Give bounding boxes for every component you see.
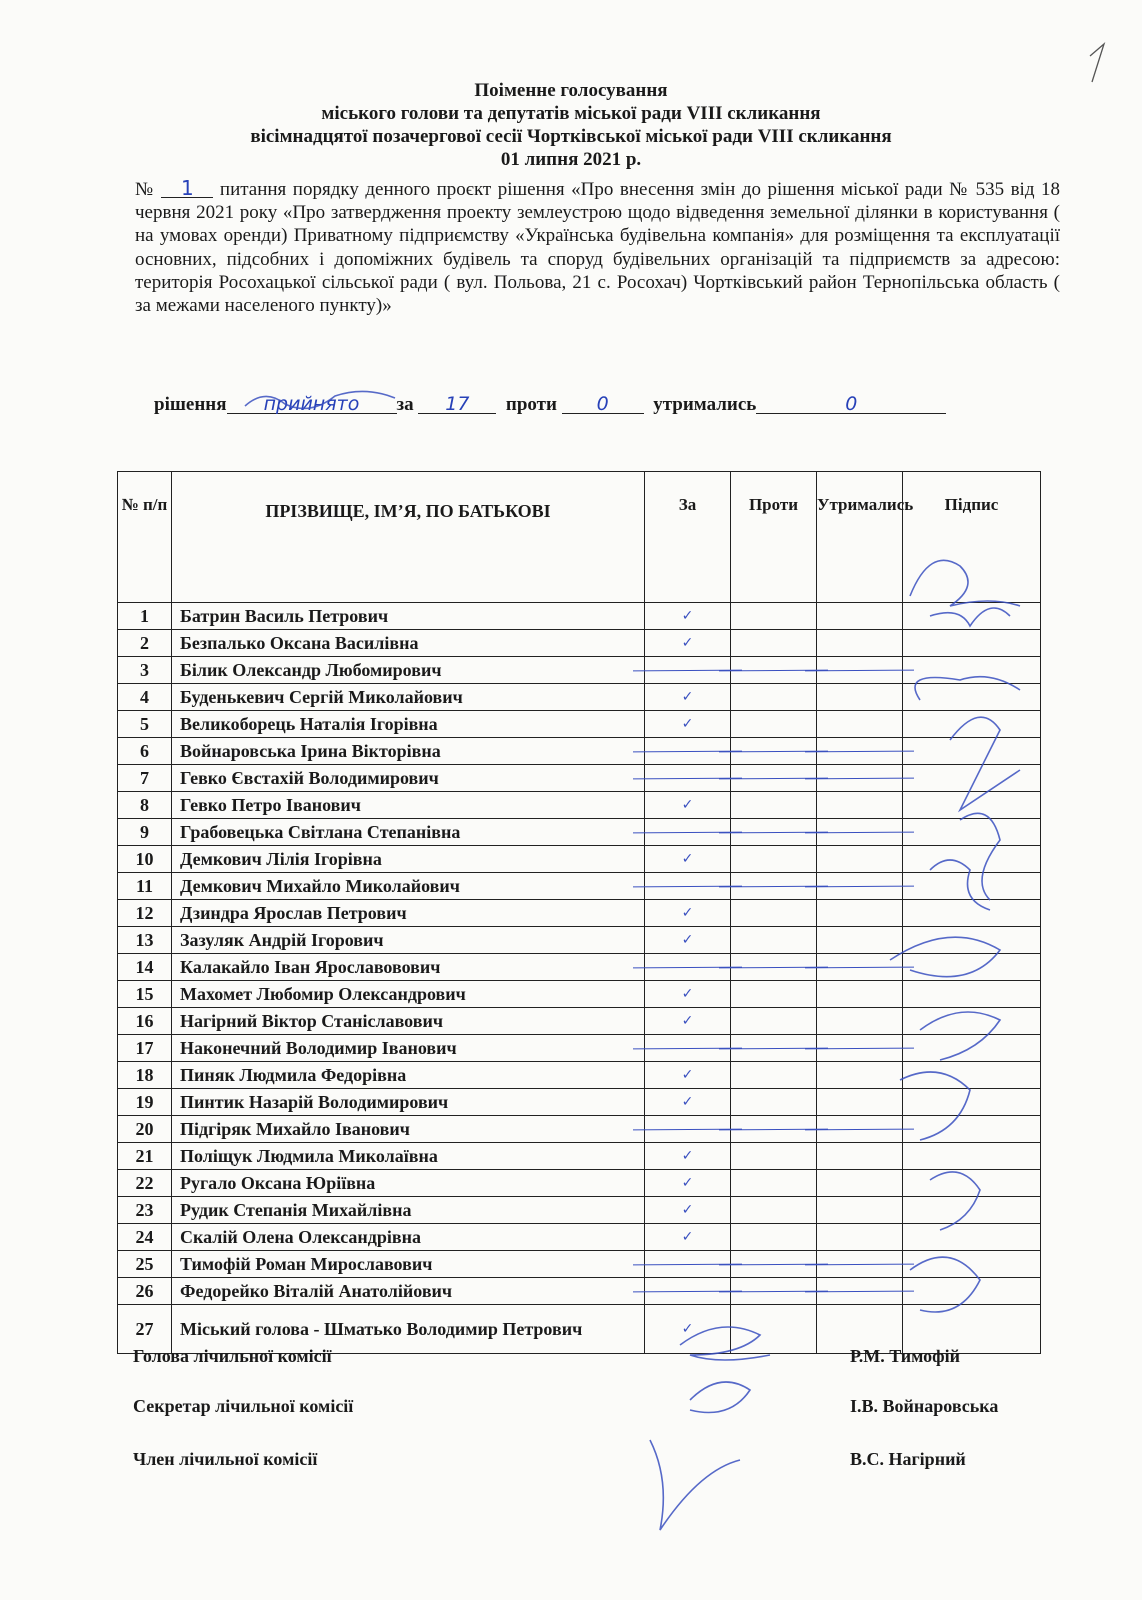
- table-row: [118, 1143, 1041, 1170]
- table-row: [118, 1089, 1041, 1116]
- signature-cell: [903, 1143, 1041, 1170]
- absent-dash: [805, 778, 914, 780]
- vote-for-cell: [645, 1251, 731, 1278]
- vote-against-cell: [731, 1035, 817, 1062]
- member-name: Грабовецька Світлана Степанівна: [172, 819, 645, 846]
- row-number: 24: [118, 1224, 172, 1251]
- signature-cell: [903, 1224, 1041, 1251]
- signature-cell: [903, 873, 1041, 900]
- vote-abstained-cell: [817, 1008, 903, 1035]
- vote-for-cell: [645, 630, 731, 657]
- row-number: 22: [118, 1170, 172, 1197]
- member-name: Махомет Любомир Олександрович: [172, 981, 645, 1008]
- header-name: ПРІЗВИЩЕ, ІМ’Я, ПО БАТЬКОВІ: [172, 472, 645, 603]
- vote-against-cell: [731, 981, 817, 1008]
- check-mark-icon: ✓: [681, 1175, 694, 1191]
- document-subtitle: міського голови та депутатів міської ради VIII скликання: [321, 103, 821, 124]
- vote-abstained-cell: [817, 1251, 903, 1278]
- commission-role-3: Член лічильної комісії: [133, 1449, 318, 1469]
- table-row: [118, 981, 1041, 1008]
- table-row: [118, 1008, 1041, 1035]
- vote-against-cell: [731, 1278, 817, 1305]
- check-mark-icon: ✓: [681, 932, 694, 948]
- table-row: [118, 630, 1041, 657]
- vote-for-cell: [645, 981, 731, 1008]
- signature-cell: [903, 1062, 1041, 1089]
- row-number: 2: [118, 630, 172, 657]
- vote-against-cell: [731, 1224, 817, 1251]
- header-against: Проти: [731, 472, 817, 603]
- row-number: 3: [118, 657, 172, 684]
- signature-cell: [903, 684, 1041, 711]
- vote-for-cell: [645, 900, 731, 927]
- row-number: 11: [118, 873, 172, 900]
- row-number: 4: [118, 684, 172, 711]
- vote-for-cell: [645, 684, 731, 711]
- vote-against-cell: [731, 711, 817, 738]
- vote-abstained-cell: [817, 981, 903, 1008]
- vote-for-cell: [645, 1305, 731, 1354]
- row-number: 18: [118, 1062, 172, 1089]
- member-name: Зазуляк Андрій Ігорович: [172, 927, 645, 954]
- signature-cell: [903, 711, 1041, 738]
- commission-name-2: І.В. Войнаровська: [850, 1396, 999, 1416]
- row-number: 16: [118, 1008, 172, 1035]
- vote-for-cell: [645, 954, 731, 981]
- row-number: 15: [118, 981, 172, 1008]
- member-name: Гевко Петро Іванович: [172, 792, 645, 819]
- absent-dash: [805, 886, 914, 888]
- decision-value: прийнято: [227, 396, 397, 414]
- check-mark-icon: ✓: [681, 986, 694, 1002]
- vote-abstained-cell: [817, 711, 903, 738]
- member-name: Безпалько Оксана Василівна: [172, 630, 645, 657]
- signature-cell: [903, 630, 1041, 657]
- row-number: 17: [118, 1035, 172, 1062]
- vote-against-cell: [731, 630, 817, 657]
- vote-abstained-cell: [817, 792, 903, 819]
- row-number: 10: [118, 846, 172, 873]
- table-row: [118, 846, 1041, 873]
- absent-dash: [805, 1129, 914, 1131]
- signature-cell: [903, 954, 1041, 981]
- vote-abstained-cell: [817, 927, 903, 954]
- vote-table-body: [118, 603, 1041, 1354]
- vote-against-cell: [731, 1143, 817, 1170]
- signature-cell: [903, 1008, 1041, 1035]
- vote-against-cell: [731, 1197, 817, 1224]
- member-name: Тимофій Роман Мирославович: [172, 1251, 645, 1278]
- vote-for-cell: [645, 1278, 731, 1305]
- signature-cell: [903, 1116, 1041, 1143]
- row-number: 8: [118, 792, 172, 819]
- commission-role-1: Голова лічильної комісії: [133, 1346, 332, 1366]
- check-mark-icon: ✓: [681, 1094, 694, 1110]
- vote-abstained-cell: [817, 1224, 903, 1251]
- session-name: вісімнадцятої позачергової сесії Чортківської міської ради VIII скликання: [250, 126, 892, 147]
- session-date: 01 липня 2021 р.: [500, 149, 642, 170]
- table-row: [118, 1278, 1041, 1305]
- check-mark-icon: ✓: [681, 635, 694, 651]
- vote-for-cell: [645, 1062, 731, 1089]
- check-mark-icon: ✓: [681, 851, 694, 867]
- vote-abstained-cell: [817, 1089, 903, 1116]
- member-name: Ругало Оксана Юріївна: [172, 1170, 645, 1197]
- row-number: 5: [118, 711, 172, 738]
- question-number-prefix: №: [135, 179, 155, 200]
- vote-for-cell: [645, 1224, 731, 1251]
- member-name: Гевко Євстахій Володимирович: [172, 765, 645, 792]
- row-number: 27: [118, 1305, 172, 1354]
- for-count: 17: [418, 396, 496, 414]
- vote-for-cell: [645, 1089, 731, 1116]
- vote-abstained-cell: [817, 954, 903, 981]
- vote-abstained-cell: [817, 1143, 903, 1170]
- vote-against-cell: [731, 846, 817, 873]
- check-mark-icon: ✓: [681, 608, 694, 624]
- member-name: Демкович Лілія Ігорівна: [172, 846, 645, 873]
- vote-against-cell: [731, 927, 817, 954]
- vote-abstained-cell: [817, 1197, 903, 1224]
- table-row: [118, 603, 1041, 630]
- member-name: Федорейко Віталій Анатолійович: [172, 1278, 645, 1305]
- member-name: Наконечний Володимир Іванович: [172, 1035, 645, 1062]
- vote-abstained-cell: [817, 765, 903, 792]
- against-count: 0: [562, 396, 644, 414]
- table-row: [118, 1170, 1041, 1197]
- vote-for-cell: [645, 1116, 731, 1143]
- vote-for-cell: [645, 765, 731, 792]
- vote-for-cell: [645, 792, 731, 819]
- table-row: [118, 900, 1041, 927]
- table-row: [118, 1197, 1041, 1224]
- row-number: 14: [118, 954, 172, 981]
- member-signature: [650, 1440, 740, 1530]
- for-label: за: [396, 394, 414, 415]
- table-row: [118, 792, 1041, 819]
- vote-against-cell: [731, 954, 817, 981]
- signature-cell: [903, 1197, 1041, 1224]
- vote-against-cell: [731, 1062, 817, 1089]
- check-mark-icon: ✓: [681, 797, 694, 813]
- vote-for-cell: [645, 1170, 731, 1197]
- signature-cell: [903, 1278, 1041, 1305]
- absent-dash: [805, 1048, 914, 1050]
- table-row: [118, 819, 1041, 846]
- vote-against-cell: [731, 873, 817, 900]
- row-number: 9: [118, 819, 172, 846]
- vote-for-cell: [645, 873, 731, 900]
- question-text: питання порядку денного проєкт рішення «Про внесення змін до рішення міської ради № 535 від 18 червня 2021 року «Про затвердження проекту землеустрою щодо відведення земельної ділянки в користування ( на умовах оренди) Приватному підприємству «Українська будівельна компанія» для розміщення та експлуатації основних, підсобних і допоміжних будівель та споруд будівельних організацій та підприємств за адресою: територія Росохацької сільської ради ( вул. Польова, 21 с. Росохач) Чортківський район Тернопільська область ( за межами населеного пункту)»: [135, 179, 1061, 317]
- member-name: Скалій Олена Олександрівна: [172, 1224, 645, 1251]
- table-row: [118, 954, 1041, 981]
- signature-cell: [903, 765, 1041, 792]
- signature-cell: [903, 981, 1041, 1008]
- vote-abstained-cell: [817, 819, 903, 846]
- member-name: Буденькевич Сергій Миколайович: [172, 684, 645, 711]
- vote-for-cell: [645, 1035, 731, 1062]
- check-mark-icon: ✓: [681, 1148, 694, 1164]
- table-header-row: [118, 472, 1041, 603]
- vote-for-cell: [645, 927, 731, 954]
- vote-abstained-cell: [817, 603, 903, 630]
- vote-abstained-cell: [817, 1278, 903, 1305]
- vote-against-cell: [731, 900, 817, 927]
- header-abstained: Утримались: [817, 472, 903, 603]
- absent-dash: [805, 967, 914, 969]
- vote-for-cell: [645, 1008, 731, 1035]
- row-number: 6: [118, 738, 172, 765]
- vote-abstained-cell: [817, 684, 903, 711]
- vote-against-cell: [731, 765, 817, 792]
- vote-abstained-cell: [817, 657, 903, 684]
- vote-against-cell: [731, 738, 817, 765]
- header-for: За: [645, 472, 731, 603]
- member-name: Рудик Степанія Михайлівна: [172, 1197, 645, 1224]
- vote-abstained-cell: [817, 738, 903, 765]
- member-name: Поліщук Людмила Миколаївна: [172, 1143, 645, 1170]
- table-row: [118, 1116, 1041, 1143]
- signature-cell: [903, 738, 1041, 765]
- header-signature: Підпис: [903, 472, 1041, 603]
- signature-cell: [903, 603, 1041, 630]
- row-number: 12: [118, 900, 172, 927]
- agenda-question: [135, 178, 1060, 317]
- vote-against-cell: [731, 792, 817, 819]
- vote-abstained-cell: [817, 1170, 903, 1197]
- check-mark-icon: ✓: [681, 1013, 694, 1029]
- check-mark-icon: ✓: [681, 905, 694, 921]
- member-name: Нагірний Віктор Станіславович: [172, 1008, 645, 1035]
- signature-cell: [903, 846, 1041, 873]
- row-number: 1: [118, 603, 172, 630]
- vote-for-cell: [645, 819, 731, 846]
- check-mark-icon: ✓: [681, 716, 694, 732]
- check-mark-icon: ✓: [681, 1321, 694, 1337]
- vote-against-cell: [731, 1170, 817, 1197]
- absent-dash: [805, 1264, 914, 1266]
- vote-against-cell: [731, 603, 817, 630]
- vote-abstained-cell: [817, 1116, 903, 1143]
- row-number: 26: [118, 1278, 172, 1305]
- table-row: [118, 1224, 1041, 1251]
- vote-against-cell: [731, 1008, 817, 1035]
- signature-cell: [903, 900, 1041, 927]
- vote-for-cell: [645, 1143, 731, 1170]
- vote-for-cell: [645, 657, 731, 684]
- check-mark-icon: ✓: [681, 1067, 694, 1083]
- member-name: Батрин Василь Петрович: [172, 603, 645, 630]
- member-name: Білик Олександр Любомирович: [172, 657, 645, 684]
- vote-against-cell: [731, 657, 817, 684]
- vote-against-cell: [731, 1116, 817, 1143]
- row-number: 20: [118, 1116, 172, 1143]
- member-name: Демкович Михайло Миколайович: [172, 873, 645, 900]
- document-title: Поіменне голосування: [474, 80, 668, 101]
- absent-dash: [805, 670, 914, 672]
- table-row: [118, 684, 1041, 711]
- member-name: Дзиндра Ярослав Петрович: [172, 900, 645, 927]
- decision-label: рішення: [154, 394, 227, 415]
- vote-against-cell: [731, 684, 817, 711]
- member-name: Пинтик Назарій Володимирович: [172, 1089, 645, 1116]
- signature-cell: [903, 927, 1041, 954]
- table-row: [118, 873, 1041, 900]
- member-name: Пиняк Людмила Федорівна: [172, 1062, 645, 1089]
- vote-for-cell: [645, 1197, 731, 1224]
- vote-abstained-cell: [817, 900, 903, 927]
- member-name: Войнаровська Ірина Вікторівна: [172, 738, 645, 765]
- signature-cell: [903, 657, 1041, 684]
- vote-for-cell: [645, 846, 731, 873]
- header-num: № п/п: [118, 472, 172, 603]
- table-row: [118, 738, 1041, 765]
- secretary-signature: [690, 1382, 750, 1413]
- vote-against-cell: [731, 1089, 817, 1116]
- commission-name-3: В.С. Нагірний: [850, 1449, 966, 1469]
- question-number: 1: [161, 180, 213, 198]
- vote-for-cell: [645, 711, 731, 738]
- row-number: 13: [118, 927, 172, 954]
- signature-cell: [903, 1089, 1041, 1116]
- member-name: Міський голова - Шматько Володимир Петрович: [172, 1305, 645, 1354]
- vote-against-cell: [731, 819, 817, 846]
- vote-abstained-cell: [817, 846, 903, 873]
- row-number: 19: [118, 1089, 172, 1116]
- row-number: 7: [118, 765, 172, 792]
- against-label: проти: [505, 394, 557, 415]
- vote-abstained-cell: [817, 1035, 903, 1062]
- abstained-label: утримались: [653, 394, 757, 415]
- vote-abstained-cell: [817, 630, 903, 657]
- absent-dash: [805, 1291, 914, 1293]
- row-number: 21: [118, 1143, 172, 1170]
- vote-against-cell: [731, 1251, 817, 1278]
- table-row: [118, 927, 1041, 954]
- decision-line: [154, 394, 946, 416]
- vote-table: [117, 471, 1041, 1354]
- commission-role-2: Секретар лічильної комісії: [133, 1396, 354, 1416]
- check-mark-icon: ✓: [681, 689, 694, 705]
- signature-cell: [903, 792, 1041, 819]
- absent-dash: [805, 751, 914, 753]
- row-number: 25: [118, 1251, 172, 1278]
- member-name: Великоборець Наталія Ігорівна: [172, 711, 645, 738]
- signature-cell: [903, 1035, 1041, 1062]
- signature-cell: [903, 819, 1041, 846]
- member-name: Підгіряк Михайло Іванович: [172, 1116, 645, 1143]
- vote-against-cell: [731, 1305, 817, 1354]
- vote-for-cell: [645, 738, 731, 765]
- commission-name-1: Р.М. Тимофій: [850, 1346, 961, 1366]
- table-row: [118, 1251, 1041, 1278]
- vote-abstained-cell: [817, 873, 903, 900]
- signature-cell: [903, 1251, 1041, 1278]
- table-row: [118, 1062, 1041, 1089]
- vote-for-cell: [645, 603, 731, 630]
- abstained-count: 0: [756, 396, 946, 414]
- vote-abstained-cell: [817, 1062, 903, 1089]
- row-number: 23: [118, 1197, 172, 1224]
- table-row: [118, 1035, 1041, 1062]
- absent-dash: [805, 832, 914, 834]
- check-mark-icon: ✓: [681, 1229, 694, 1245]
- check-mark-icon: ✓: [681, 1202, 694, 1218]
- table-row: [118, 657, 1041, 684]
- signature-cell: [903, 1170, 1041, 1197]
- table-row: [118, 711, 1041, 738]
- table-row: [118, 765, 1041, 792]
- member-name: Калакайло Іван Ярославовович: [172, 954, 645, 981]
